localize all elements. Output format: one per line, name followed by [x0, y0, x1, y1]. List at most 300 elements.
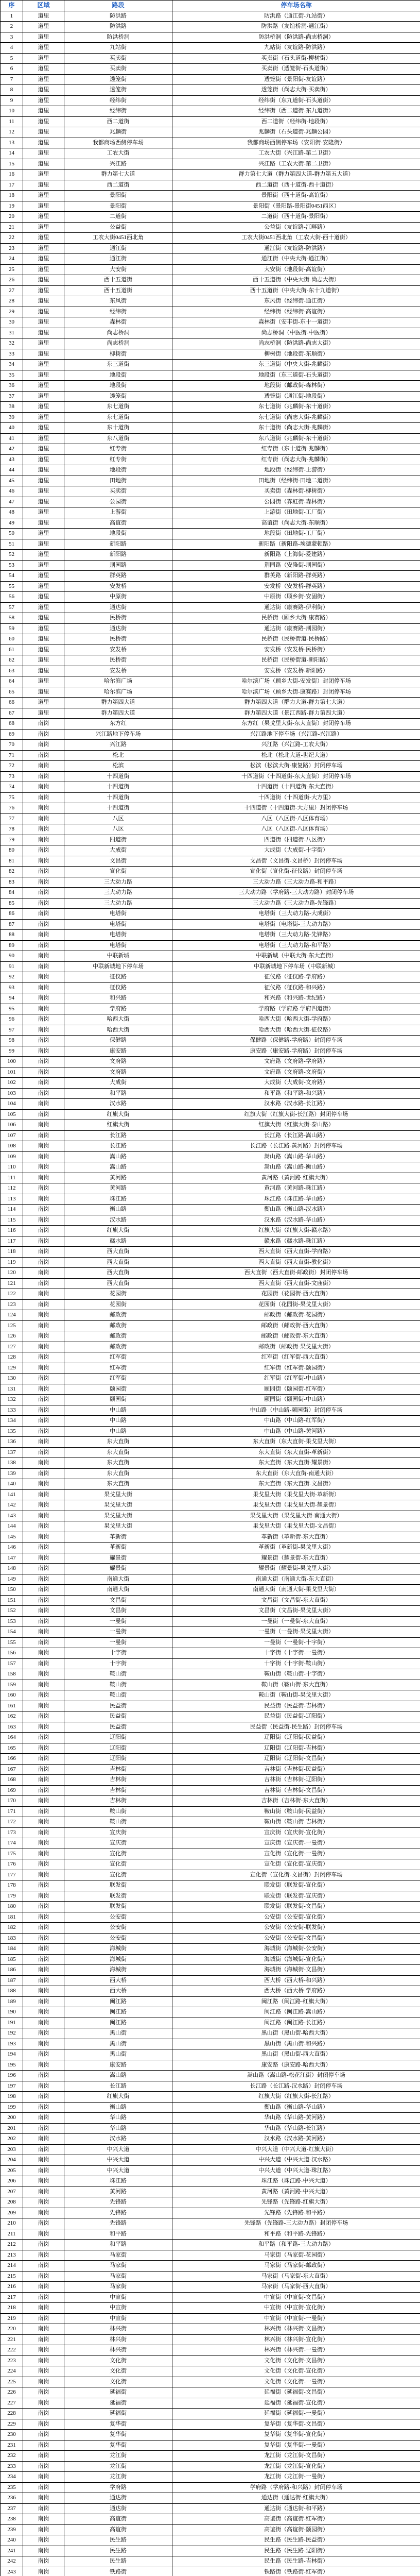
table-row	[1, 1775, 420, 1786]
row-parking-name: 兴江路（工农大街-第二卫街）	[172, 159, 420, 170]
row-parking-name: 八区（八区街-八区体育场）	[172, 824, 420, 835]
row-parking-name: 公安街（公安街-宣化街）	[172, 1912, 420, 1923]
row-parking-name: 南通大街（南通大街-果戈里大街）	[172, 1585, 420, 1596]
row-road: 文化街	[64, 2355, 172, 2366]
row-district: 南岗	[23, 1489, 64, 1500]
row-index: 36	[1, 381, 23, 392]
row-parking-name: 中兴大道（中兴大道-珠江路）	[172, 2165, 420, 2176]
table-row	[1, 2451, 420, 2462]
row-road: 四道街	[64, 835, 172, 845]
row-road: 先锋路	[64, 2208, 172, 2218]
row-road: 电塔街	[64, 940, 172, 951]
row-index: 217	[1, 2292, 23, 2303]
table-row	[1, 2472, 420, 2483]
row-district: 南岗	[23, 2303, 64, 2314]
row-road: 延福街	[64, 2387, 172, 2398]
row-road: 中山路	[64, 1416, 172, 1427]
table-row	[1, 1838, 420, 1849]
row-parking-name: 马家街（马家街-邮政街）	[172, 2261, 420, 2272]
table-row	[1, 518, 420, 529]
row-index: 133	[1, 1405, 23, 1416]
row-road: 八区	[64, 824, 172, 835]
row-index: 227	[1, 2398, 23, 2409]
row-road: 东大直街	[64, 1468, 172, 1479]
row-road: 工农大街	[64, 148, 172, 159]
row-index: 225	[1, 2377, 23, 2387]
row-parking-name: 群力第七大道（群力第四大道-群力第五大道）	[172, 170, 420, 180]
row-district: 南岗	[23, 2440, 64, 2451]
row-index: 139	[1, 1468, 23, 1479]
row-road: 文化街	[64, 2377, 172, 2387]
row-index: 212	[1, 2240, 23, 2250]
row-district: 南岗	[23, 1426, 64, 1437]
row-index: 87	[1, 919, 23, 930]
row-district: 道里	[23, 360, 64, 370]
row-road: 哈西大街	[64, 1014, 172, 1025]
row-district: 道里	[23, 170, 64, 180]
row-road: 地段街	[64, 381, 172, 392]
row-index: 206	[1, 2176, 23, 2187]
row-index: 214	[1, 2261, 23, 2272]
row-district: 南岗	[23, 877, 64, 888]
row-district: 道里	[23, 106, 64, 117]
row-index: 219	[1, 2313, 23, 2324]
row-index: 213	[1, 2250, 23, 2261]
row-index: 4	[1, 43, 23, 54]
row-parking-name: 尚志桥洞（防洪路-尚志大街）	[172, 338, 420, 349]
row-district: 道里	[23, 85, 64, 96]
row-road: 买卖街	[64, 486, 172, 497]
row-road: 大成街	[64, 845, 172, 856]
row-index: 48	[1, 507, 23, 518]
row-road: 兴江路地下停车场	[64, 729, 172, 740]
row-district: 南岗	[23, 1320, 64, 1331]
row-district: 道里	[23, 138, 64, 148]
row-index: 235	[1, 2482, 23, 2493]
row-parking-name: 果戈里大街（果戈里大街-革新街）	[172, 1489, 420, 1500]
row-parking-name: 先锋路（先锋路-三大动力路）封闭停车场	[172, 2218, 420, 2229]
row-index: 23	[1, 243, 23, 254]
row-road: 经纬街	[64, 106, 172, 117]
row-district: 道里	[23, 698, 64, 708]
row-road: 辽阳街	[64, 1743, 172, 1754]
row-parking-name: 黄河路（黄河路-珠江路）	[172, 1183, 420, 1194]
row-index: 141	[1, 1489, 23, 1500]
row-index: 155	[1, 1637, 23, 1648]
row-road: 汉水路	[64, 1099, 172, 1110]
row-road: 颐园街	[64, 1395, 172, 1405]
row-district: 道里	[23, 127, 64, 138]
row-district: 南岗	[23, 2514, 64, 2525]
row-parking-name: 征仪路（征仪路-学府路）	[172, 972, 420, 983]
row-index: 199	[1, 2102, 23, 2113]
row-district: 道里	[23, 370, 64, 381]
row-index: 14	[1, 148, 23, 159]
table-row	[1, 1257, 420, 1268]
row-parking-name: 防洪路（通江街-九站街）	[172, 11, 420, 22]
row-district: 南岗	[23, 2493, 64, 2504]
row-index: 171	[1, 1806, 23, 1817]
table-row	[1, 159, 420, 170]
row-parking-name: 地段街（田地街-工厂街）	[172, 529, 420, 539]
row-road: 黄河路	[64, 2187, 172, 2197]
row-road: 马家街	[64, 2282, 172, 2293]
row-index: 190	[1, 2007, 23, 2018]
row-district: 道里	[23, 444, 64, 455]
row-index: 107	[1, 1130, 23, 1141]
table-row	[1, 507, 420, 518]
row-road: 民益街	[64, 1722, 172, 1733]
row-road: 邮政街	[64, 1320, 172, 1331]
row-district: 南岗	[23, 2165, 64, 2176]
row-index: 132	[1, 1395, 23, 1405]
row-index: 145	[1, 1532, 23, 1543]
row-index: 185	[1, 1954, 23, 1965]
row-parking-name: 柳树街（地段街-东顺街）	[172, 349, 420, 360]
row-index: 63	[1, 666, 23, 676]
table-row	[1, 771, 420, 782]
row-index: 156	[1, 1648, 23, 1659]
row-road: 延福街	[64, 2398, 172, 2409]
row-parking-name: 兴江路（兴江路-工农大街）	[172, 740, 420, 751]
row-road: 兴江路	[64, 740, 172, 751]
table-row	[1, 2028, 420, 2039]
row-road: 西大桥	[64, 1975, 172, 1986]
row-index: 164	[1, 1733, 23, 1743]
row-parking-name: 地段街（经纬街-上游街）	[172, 465, 420, 476]
row-index: 126	[1, 1331, 23, 1342]
row-index: 218	[1, 2303, 23, 2314]
row-index: 118	[1, 1247, 23, 1258]
row-road: 黑山街	[64, 2039, 172, 2049]
row-road: 海城街	[64, 1944, 172, 1955]
row-parking-name: 尚志桥洞（中医街-中医街）	[172, 328, 420, 338]
row-district: 道里	[23, 95, 64, 106]
row-road: 宣化街	[64, 1870, 172, 1880]
row-parking-name: 辽阳街（辽阳街-文昌街）	[172, 1754, 420, 1765]
row-road: 西大直街	[64, 1257, 172, 1268]
row-district: 南岗	[23, 2144, 64, 2155]
row-index: 234	[1, 2472, 23, 2483]
row-parking-name: 买卖街（石头道街-柳树街）	[172, 53, 420, 64]
row-index: 33	[1, 349, 23, 360]
table-row	[1, 1553, 420, 1564]
row-parking-name: 地段街（邮政街-森林街）	[172, 381, 420, 392]
table-row	[1, 1215, 420, 1226]
row-parking-name: 果戈里大街（果戈里大街-文昌街）	[172, 1521, 420, 1532]
row-index: 12	[1, 127, 23, 138]
row-parking-name: 红旗大街（红旗大街-赣水路）	[172, 1226, 420, 1236]
row-district: 南岗	[23, 1046, 64, 1057]
row-index: 124	[1, 1310, 23, 1321]
row-district: 南岗	[23, 1236, 64, 1247]
table-row	[1, 676, 420, 687]
row-parking-name: 宣化街（宣化街-文昌街）封闭停车场	[172, 1870, 420, 1880]
row-index: 182	[1, 1923, 23, 1934]
table-row	[1, 412, 420, 423]
row-parking-name: 我都商场西侧停车场（安阳街-安隆街）	[172, 138, 420, 148]
row-road: 群力第四大道	[64, 708, 172, 719]
row-parking-name: 新阳路（新阳路-埃德蒙顿路）	[172, 539, 420, 550]
table-row	[1, 2482, 420, 2493]
table-row	[1, 1870, 420, 1880]
row-road: 二道街	[64, 212, 172, 223]
row-road: 民桥街	[64, 613, 172, 624]
table-row	[1, 1785, 420, 1796]
row-district: 南岗	[23, 1289, 64, 1300]
row-parking-name: 买卖街（透笼街-石头道街）	[172, 64, 420, 75]
row-index: 230	[1, 2430, 23, 2441]
row-index: 241	[1, 2546, 23, 2556]
row-parking-name: 荆园路（安隆街-荆园街）	[172, 560, 420, 571]
row-parking-name: 八区（八区街-八区体育场）	[172, 814, 420, 824]
table-row	[1, 687, 420, 698]
row-road: 吉林街	[64, 1796, 172, 1807]
row-parking-name: 兆麟街（石头道街-兆麟公园）	[172, 127, 420, 138]
row-parking-name: 西大直街（西大直街-学府路）	[172, 1247, 420, 1258]
table-row	[1, 106, 420, 117]
row-parking-name: 文化街（文化街-宣化街）	[172, 2366, 420, 2377]
row-parking-name: 十四道街（十四道街-东大直街）	[172, 782, 420, 793]
table-row	[1, 2176, 420, 2187]
table-row	[1, 634, 420, 645]
row-road: 文府路	[64, 1057, 172, 1067]
row-district: 南岗	[23, 1014, 64, 1025]
table-row	[1, 2419, 420, 2430]
table-row	[1, 2261, 420, 2272]
row-parking-name: 中山路（中山路-红军街）	[172, 1416, 420, 1427]
table-row	[1, 423, 420, 434]
row-index: 223	[1, 2355, 23, 2366]
row-road: 保健路	[64, 1036, 172, 1046]
table-row	[1, 2398, 420, 2409]
row-road: 民益街	[64, 1711, 172, 1722]
row-parking-name: 黑山街（黑山街-西大直街）	[172, 2049, 420, 2060]
row-district: 南岗	[23, 1521, 64, 1532]
row-road: 龙江街	[64, 2461, 172, 2472]
row-index: 193	[1, 2039, 23, 2049]
row-district: 南岗	[23, 2430, 64, 2441]
row-parking-name: 鞍山街（鞍山街-东大直街）	[172, 1680, 420, 1690]
row-index: 100	[1, 1057, 23, 1067]
table-row	[1, 1120, 420, 1131]
row-parking-name: 文府路（文府路-学府路）	[172, 1057, 420, 1067]
row-parking-name: 吉林街（吉林街-文昌街）	[172, 1785, 420, 1796]
row-district: 南岗	[23, 1817, 64, 1828]
row-parking-name: 宣庆街（宣庆街-一曼街）	[172, 1838, 420, 1849]
row-road: 通达街	[64, 2493, 172, 2504]
row-index: 236	[1, 2493, 23, 2504]
table-row	[1, 1046, 420, 1057]
row-index: 61	[1, 645, 23, 655]
row-district: 南岗	[23, 2261, 64, 2272]
row-index: 177	[1, 1870, 23, 1880]
row-road: 宣化街	[64, 1849, 172, 1859]
row-district: 南岗	[23, 1722, 64, 1733]
table-row	[1, 750, 420, 761]
table-row	[1, 529, 420, 539]
row-parking-name: 东大直街（东大直街-革新街）	[172, 1447, 420, 1458]
table-row	[1, 486, 420, 497]
table-row	[1, 2503, 420, 2514]
row-road: 电塔街	[64, 919, 172, 930]
row-parking-name: 哈西大街（哈西大街-征仪路）	[172, 1025, 420, 1036]
row-parking-name: 征仪路（征仪路-和兴路）	[172, 982, 420, 993]
table-row	[1, 2546, 420, 2556]
row-road: 征仪路	[64, 972, 172, 983]
table-row	[1, 497, 420, 507]
row-index: 49	[1, 518, 23, 529]
row-road: 十四道街	[64, 803, 172, 814]
row-road: 群力第四大道	[64, 698, 172, 708]
table-row	[1, 1796, 420, 1807]
table-row	[1, 1680, 420, 1690]
table-row	[1, 1701, 420, 1711]
table-row	[1, 1099, 420, 1110]
row-parking-name: 南通大街（南通大街-东大直街）	[172, 1574, 420, 1585]
table-row	[1, 53, 420, 64]
row-index: 62	[1, 655, 23, 666]
row-parking-name: 汉水路（汉水路-长江路）	[172, 1099, 420, 1110]
row-road: 康安路	[64, 2060, 172, 2071]
row-index: 152	[1, 1606, 23, 1617]
row-parking-name: 中宣街（中宣街-宣化街）	[172, 2303, 420, 2314]
table-row	[1, 845, 420, 856]
row-parking-name: 海城街（海城街-公安街）	[172, 1944, 420, 1955]
row-road: 长江路	[64, 2081, 172, 2092]
row-parking-name: 邮政街（邮政街-果戈里大街）	[172, 1342, 420, 1352]
row-parking-name: 闽江路（闽江路-长江路）	[172, 2018, 420, 2028]
row-road: 森林街	[64, 317, 172, 328]
row-parking-name: 嵩山路（嵩山路-衡山路）	[172, 1162, 420, 1173]
row-index: 142	[1, 1500, 23, 1511]
row-index: 129	[1, 1363, 23, 1374]
row-district: 南岗	[23, 1680, 64, 1690]
table-row	[1, 613, 420, 624]
row-index: 108	[1, 1141, 23, 1152]
table-row	[1, 1996, 420, 2007]
table-row	[1, 867, 420, 877]
row-parking-name: 买卖街（森林街-柳树街）	[172, 486, 420, 497]
table-row	[1, 85, 420, 96]
table-row	[1, 2039, 420, 2049]
row-index: 216	[1, 2282, 23, 2293]
table-row	[1, 2535, 420, 2546]
table-row	[1, 1226, 420, 1236]
row-road: 通江街	[64, 254, 172, 265]
row-road: 九站街	[64, 43, 172, 54]
row-parking-name: 大成街（大成街-文府路）	[172, 1078, 420, 1089]
row-parking-name: 兴江路地下停车场（兴江路-兴江路）	[172, 729, 420, 740]
row-index: 117	[1, 1236, 23, 1247]
row-parking-name: 联发街（联发街-宣庆街）	[172, 1891, 420, 1902]
table-row	[1, 539, 420, 550]
table-row	[1, 1331, 420, 1342]
row-parking-name: 邮政街（邮政街-花园街）	[172, 1310, 420, 1321]
row-parking-name: 十字街（十字街-鞍山街）	[172, 1658, 420, 1669]
table-row	[1, 328, 420, 338]
table-row	[1, 1722, 420, 1733]
table-row	[1, 1574, 420, 1585]
row-district: 南岗	[23, 1447, 64, 1458]
row-parking-name: 地段街（东三道街-石头道街）	[172, 370, 420, 381]
row-index: 150	[1, 1585, 23, 1596]
table-row	[1, 645, 420, 655]
row-index: 167	[1, 1764, 23, 1775]
table-row	[1, 307, 420, 317]
row-road: 文昌街	[64, 856, 172, 867]
table-row	[1, 1320, 420, 1331]
row-road: 公园街	[64, 497, 172, 507]
row-district: 南岗	[23, 2409, 64, 2419]
row-district: 道里	[23, 191, 64, 201]
table-row	[1, 222, 420, 233]
row-index: 43	[1, 454, 23, 465]
table-row	[1, 1194, 420, 1205]
table-row	[1, 1384, 420, 1395]
row-parking-name: 先锋路（先锋路-红旗大街）	[172, 2197, 420, 2208]
row-district: 南岗	[23, 761, 64, 772]
row-index: 130	[1, 1374, 23, 1384]
row-district: 道里	[23, 159, 64, 170]
table-row	[1, 814, 420, 824]
row-district: 南岗	[23, 1849, 64, 1859]
row-parking-name: 联发街（联发街-文昌街）	[172, 1902, 420, 1912]
row-district: 道里	[23, 11, 64, 22]
row-road: 大安街	[64, 264, 172, 275]
row-index: 88	[1, 930, 23, 941]
row-district: 道里	[23, 423, 64, 434]
row-index: 191	[1, 2018, 23, 2028]
row-index: 127	[1, 1342, 23, 1352]
row-parking-name: 西十五道街（中央大街-东十九道街）	[172, 285, 420, 296]
row-road: 铁路街	[64, 2567, 172, 2576]
row-district: 南岗	[23, 729, 64, 740]
table-row	[1, 2440, 420, 2451]
row-road: 尚志桥洞	[64, 338, 172, 349]
table-row	[1, 402, 420, 413]
row-district: 南岗	[23, 1775, 64, 1786]
row-district: 南岗	[23, 1310, 64, 1321]
row-index: 1	[1, 11, 23, 22]
table-row	[1, 1658, 420, 1669]
table-row	[1, 961, 420, 972]
table-row	[1, 1416, 420, 1427]
row-parking-name: 黄河路（黄河路-红旗大街）	[172, 1173, 420, 1183]
table-row	[1, 602, 420, 613]
row-road: 红旗大街	[64, 1226, 172, 1236]
row-index: 200	[1, 2113, 23, 2124]
row-parking-name: 和兴路（和兴路-世纪路）	[172, 993, 420, 1004]
row-parking-name: 民益街（民益街-吉林街）	[172, 1701, 420, 1711]
row-index: 53	[1, 560, 23, 571]
row-index: 181	[1, 1912, 23, 1923]
row-index: 37	[1, 391, 23, 402]
row-district: 南岗	[23, 1996, 64, 2007]
row-parking-name: 马家街（马家街-西大直街）	[172, 2282, 420, 2293]
table-row	[1, 212, 420, 223]
row-road: 中宣街	[64, 2292, 172, 2303]
row-parking-name: 长江路（长江路-汉水路）封闭停车场	[172, 2081, 420, 2092]
table-row	[1, 729, 420, 740]
row-district: 南岗	[23, 1268, 64, 1279]
row-index: 189	[1, 1996, 23, 2007]
row-district: 道里	[23, 592, 64, 603]
row-index: 148	[1, 1564, 23, 1574]
row-index: 27	[1, 285, 23, 296]
row-district: 道里	[23, 645, 64, 655]
row-road: 林兴街	[64, 2334, 172, 2345]
